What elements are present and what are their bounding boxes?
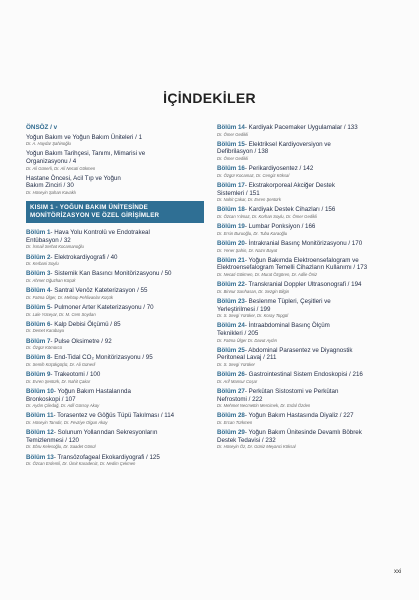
chapter-author: Dr. Ömer Gedikli: [217, 131, 249, 137]
chapter-author: Dr. Nahit Çakar, Dr. Evren Şentürk: [217, 197, 281, 203]
chapter-title-text: Entübasyon / 32: [26, 236, 71, 244]
chapter-title-text: - Yoğun Bakım Hastasında Diyaliz / 227: [244, 412, 354, 420]
chapter-title-text: - Elektrokardiyografi / 40: [50, 253, 118, 261]
chapter-author: Dr. Yener Şahin, Dr. Nazır Bayat: [217, 247, 278, 253]
chapter-number: Bölüm 4: [26, 287, 51, 295]
chapter-author: Dr. Hüseyin Şahan Kavaklı: [26, 189, 76, 195]
chapter-title-text: Yoğun Bakım Tarihçesi, Tanımı, Mimarisi ve: [26, 150, 146, 158]
chapter-title-text: - End-Tidal CO₂ Monitörizasyonu / 95: [50, 354, 153, 362]
chapter-title-text: - Yoğun Bakımda Elektroensefalogram ve: [244, 256, 359, 264]
chapter-number: Bölüm 26: [217, 371, 245, 379]
chapter-title-text: Yoğun Bakım ve Yoğun Bakım Üniteleri / 1: [26, 133, 143, 141]
toc-entry-title-line: [217, 437, 395, 445]
toc-entry[interactable]: [26, 454, 204, 467]
toc-entry-title-line: [26, 134, 204, 142]
chapter-number: Bölüm 24: [217, 322, 245, 330]
chapter-author: Dr. Fatma Ülger, Dr. Mehtap Pehlivanlar Küçük: [26, 294, 113, 300]
toc-entry-title-line: [217, 412, 395, 420]
toc-left-column: [26, 124, 204, 470]
toc-entry-title-line: [26, 175, 204, 183]
toc-entry[interactable]: [26, 304, 204, 317]
chapter-title-text: Nefrostomi / 222: [217, 395, 263, 403]
chapter-author: Dr. S. Sevgi Yürüker: [217, 361, 255, 367]
chapter-title-text: - Lumbar Ponksiyon / 166: [244, 223, 316, 231]
toc-entry-title-line: [217, 240, 395, 248]
toc-entry-title-line: [217, 182, 395, 190]
toc-entry[interactable]: [217, 347, 395, 367]
right-chapter-list: [217, 124, 395, 450]
chapter-author: Dr. Lale Yüceyar, Dr. M. Cem Soydan: [26, 311, 96, 317]
chapter-author: Dr. Kerbani Soylu: [26, 261, 59, 267]
chapter-number: Bölüm 9: [26, 371, 51, 379]
chapter-title-text: - Elektriksel Kardiyoversiyon ve: [244, 140, 331, 148]
page-number: xxi: [394, 569, 402, 575]
toc-entry-title-line: [26, 270, 204, 278]
toc-entry-title-line: [217, 148, 395, 156]
toc-entry[interactable]: [217, 240, 395, 253]
chapter-title-text: - Perikardiyosentez / 142: [244, 165, 314, 173]
chapter-number: Bölüm 5: [26, 303, 51, 311]
chapter-title-text: Hastane Öncesi, Acil Tıp ve Yoğun: [26, 174, 121, 182]
chapter-number: Bölüm 11: [26, 412, 54, 420]
chapter-title-text: Peritoneal Lavaj / 211: [217, 354, 277, 362]
toc-entry-title-line: [26, 396, 204, 404]
toc-entry-title-line: [26, 229, 204, 237]
chapter-author: Dr. Ahmet Oğuzhan Küçük: [26, 277, 76, 283]
chapter-author: Dr. Özgür Kocamaz, Dr. Cengiz Köksal: [217, 172, 290, 178]
chapter-title-text: - Beslenme Tüpleri, Çeşitleri ve: [244, 297, 331, 305]
toc-entry[interactable]: [26, 371, 204, 384]
toc-entry-title-line: [217, 429, 395, 437]
toc-entry[interactable]: [26, 254, 204, 267]
toc-entry[interactable]: [26, 338, 204, 351]
chapter-author: Dr. Ali Günerli, Dr. Ali Necati Gökmen: [26, 165, 96, 171]
toc-entry-title-line: [26, 182, 204, 190]
chapter-title-text: - Ekstrakorporeal Akciğer Destek: [244, 181, 335, 189]
toc-entry[interactable]: [217, 281, 395, 294]
toc-entry[interactable]: [26, 354, 204, 367]
toc-entry[interactable]: [217, 371, 395, 384]
preface-entries: [26, 134, 204, 196]
toc-entry[interactable]: [26, 229, 204, 249]
chapter-author: Dr. Aydın Çiledağ, Dr. Adil Gürsoy Akay: [26, 403, 100, 409]
chapter-number: Bölüm 2: [26, 253, 51, 261]
chapter-title-text: Destek Tedavisi / 232: [217, 436, 276, 444]
toc-entry-title-line: [217, 223, 395, 231]
toc-entry[interactable]: [217, 412, 395, 425]
chapter-number: Bölüm 13: [26, 453, 54, 461]
chapter-author: Dr. İsmail Serhat Kocamanoğlu: [26, 244, 84, 250]
chapter-number: Bölüm 22: [217, 281, 245, 289]
toc-entry-title-line: [26, 304, 204, 312]
chapter-title-text: Temizlenmesi / 120: [26, 436, 79, 444]
toc-entry[interactable]: [217, 429, 395, 449]
toc-entry[interactable]: [26, 134, 204, 147]
chapter-title-text: - Santral Venöz Kateterizasyon / 55: [50, 287, 148, 295]
chapter-number: Bölüm 1: [26, 229, 51, 237]
chapter-title-text: - Trakeotomi / 100: [50, 371, 101, 379]
chapter-author: Dr. Mehmet Necmettin Mercimek, Dr. Erdal Özden: [217, 403, 311, 409]
toc-entry-title-line: [217, 298, 395, 306]
chapter-title-text: - İntraabdominal Basınç Ölçüm: [244, 322, 330, 330]
chapter-title-text: Elektroensefalogram Temelli Cihazların Kullanımı / 173: [217, 264, 368, 272]
chapter-title-text: - Yoğun Bakım Hastalarında: [53, 387, 131, 395]
section-heading-line2: MONİTÖRİZASYON VE ÖZEL GİRİŞİMLER: [30, 212, 160, 220]
toc-entry-title-line: [217, 206, 395, 214]
chapter-author: Dr. S. Sevgi Yürüker, Dr. Koray Topgül: [217, 313, 289, 319]
chapter-number: Bölüm 23: [217, 297, 245, 305]
toc-entry-title-line: [217, 165, 395, 173]
toc-entry[interactable]: [26, 412, 204, 425]
toc-entry-title-line: [217, 190, 395, 198]
chapter-author: Dr. Hüseyin Öz, Dr. Güniz Meyanci Köksal: [217, 444, 296, 450]
onsoz-page: v: [53, 124, 58, 131]
toc-entry[interactable]: [26, 388, 204, 408]
toc-entry-title-line: [26, 158, 204, 166]
chapter-author: Dr. Evren Şentürk, Dr. Nahit Çakar: [26, 378, 91, 384]
section-heading-line1: KISIM 1 - YOĞUN BAKIM ÜNİTESİNDE: [30, 204, 149, 212]
section-heading: [26, 201, 204, 223]
toc-entry[interactable]: [217, 257, 395, 277]
chapter-number: Bölüm 7: [26, 337, 51, 345]
chapter-author: Dr. Arif Mansur Coşar: [217, 378, 258, 384]
onsoz-label: ÖNSÖZ: [26, 124, 49, 131]
toc-entry[interactable]: [217, 206, 395, 219]
chapter-number: Bölüm 19: [217, 223, 245, 231]
chapter-title-text: - Perkütan Sistostomi ve Perkütan: [244, 387, 339, 395]
toc-entry-title-line: [26, 354, 204, 362]
toc-entry[interactable]: [26, 321, 204, 334]
chapter-title-text: - Sistemik Kan Basıncı Monitörizasyonu / 50: [50, 270, 172, 278]
chapter-number: Bölüm 27: [217, 387, 245, 395]
chapter-title-text: - İntrakranial Basınç Monitörizasyonu / 170: [244, 239, 363, 247]
toc-entry-title-line: [26, 321, 204, 329]
toc-entry[interactable]: [217, 223, 395, 236]
chapter-title-text: - Gastrointestinal Sistem Endoskopisi / 216: [244, 371, 363, 379]
toc-entry-title-line: [26, 287, 204, 295]
toc-entry-title-line: [217, 354, 395, 362]
toc-entry[interactable]: [26, 270, 204, 283]
chapter-author: Dr. Özcan Erdemli, Dr. Ümit Karadeniz, Dr. Nedim Çekmen: [26, 461, 136, 467]
toc-entry-title-line: [217, 257, 395, 265]
toc-entry-title-line: [217, 396, 395, 404]
chapter-number: Bölüm 10: [26, 387, 54, 395]
chapter-title-text: - Kardiyak Pacemaker Uygulamalar / 133: [244, 124, 358, 131]
toc-entry-title-line: [217, 141, 395, 149]
toc-entry[interactable]: [26, 150, 204, 170]
toc-entry[interactable]: [217, 322, 395, 342]
onsoz-entry[interactable]: ÖNSÖZ / v: [26, 124, 58, 131]
toc-entry[interactable]: [217, 141, 395, 161]
chapter-author: Dr. Necati Gökmen, Dr. Murat Özgören, Dr. Adile Öniz: [217, 271, 318, 277]
chapter-title-text: - Kardiyak Destek Cihazları / 156: [244, 206, 336, 214]
chapter-number: Bölüm 29: [217, 429, 245, 437]
chapter-title-text: - Pulse Oksimetre / 92: [50, 337, 112, 345]
chapter-title-text: Teknikleri / 205: [217, 329, 259, 337]
chapter-author: Dr. Fatma Ülger Dr. Davut Aydın: [217, 337, 277, 343]
toc-entry-title-line: [26, 254, 204, 262]
chapter-number: Bölüm 28: [217, 412, 245, 420]
toc-entry-title-line: [217, 264, 395, 272]
toc-entry-title-line: [217, 306, 395, 314]
toc-entry[interactable]: [217, 182, 395, 202]
toc-entry-title-line: [26, 237, 204, 245]
chapter-number: Bölüm 17: [217, 181, 245, 189]
chapter-title-text: - Solunum Yollarından Sekresyonların: [53, 429, 158, 437]
chapter-author: Dr. Hüseyin Tanıdır, Dr. Fevziye Olgun Akay: [26, 419, 108, 425]
chapter-number: Bölüm 25: [217, 346, 245, 354]
chapter-title-text: Defibrilasyon / 138: [217, 148, 269, 156]
toc-entry-title-line: [26, 437, 204, 445]
chapter-number: Bölüm 8: [26, 354, 51, 362]
chapter-author: Dr. Özcan Yılmaz, Dr. Korhan Soylu, Dr. Ömer Gedikli: [217, 213, 317, 219]
chapter-author: Dr. Ercan Türkmen: [217, 419, 253, 425]
chapter-title-text: Yerleştirilmesi / 199: [217, 305, 271, 313]
chapter-title-text: Sistemleri / 151: [217, 189, 260, 197]
toc-entry[interactable]: [217, 388, 395, 408]
chapter-title-text: - Kalp Debisi Ölçümü / 85: [50, 320, 121, 328]
chapter-title-text: - Transkranial Doppler Ultrasonografi / 194: [244, 281, 362, 289]
chapter-author: Dr. Ebru Kelesoğlu, Dr. Saadet Gönül: [26, 444, 96, 450]
toc-entry-title-line: [217, 322, 395, 330]
toc-entry[interactable]: [26, 287, 204, 300]
toc-entry-title-line: [217, 124, 395, 132]
chapter-title-text: - Pulmoner Arter Kateterizasyonu / 70: [50, 303, 154, 311]
toc-entry-title-line: [217, 281, 395, 289]
chapter-number: Bölüm 21: [217, 256, 245, 264]
chapter-title-text: Bakım Zinciri / 30: [26, 182, 74, 190]
chapter-author: Dr. Ersin Buruoğlu, Dr. Tuba Karaoğlu: [217, 230, 288, 236]
toc-entry[interactable]: [26, 175, 204, 195]
left-chapter-list: [26, 229, 204, 466]
toc-entry[interactable]: [26, 429, 204, 449]
chapter-title-text: Bronkoskopi / 107: [26, 395, 76, 403]
toc-entry-title-line: [26, 371, 204, 379]
toc-entry-title-line: [26, 150, 204, 158]
chapter-title-text: - Yoğun Bakım Ünitesinde Devamlı Böbrek: [244, 429, 362, 437]
chapter-number: Bölüm 18: [217, 206, 245, 214]
chapter-title-text: - Hava Yolu Kontrolü ve Endotrakeal: [50, 229, 150, 237]
toc-entry[interactable]: [217, 298, 395, 318]
chapter-title-text: Organizasyonu / 4: [26, 157, 77, 165]
chapter-author: Dr. Semih Küçükgüçlü, Dr. Ali Günerli: [26, 361, 96, 367]
toc-entry-title-line: [217, 330, 395, 338]
chapter-author: Dr. Ömer Gedikli: [217, 155, 249, 161]
chapter-title-text: - Torasentez ve Göğüs Tüpü Takılması / 114: [53, 412, 175, 420]
toc-entry-title-line: [217, 388, 395, 396]
toc-entry-title-line: [217, 347, 395, 355]
toc-entry[interactable]: [217, 165, 395, 178]
chapter-number: Bölüm 3: [26, 270, 51, 278]
chapter-number: Bölüm 15: [217, 140, 245, 148]
toc-entry-title-line: [26, 429, 204, 437]
chapter-author: Dr. Demet Karabaya: [26, 328, 65, 334]
page-title: İÇİNDEKİLER: [163, 90, 256, 106]
chapter-number: Bölüm 12: [26, 429, 54, 437]
toc-entry-title-line: [26, 412, 204, 420]
chapter-title-text: - Abdominal Parasentez ve Diyagnostik: [244, 346, 353, 354]
chapter-number: Bölüm 6: [26, 320, 51, 328]
chapter-number: Bölüm 16: [217, 165, 245, 173]
chapter-author: Dr. Özgür Kömürcü: [26, 345, 62, 351]
chapter-author: Dr. Binnur Sarıhasan, Dr. Sezgin Bilgin: [217, 288, 290, 294]
toc-entry-title-line: [26, 454, 204, 462]
toc-entry-title-line: [217, 371, 395, 379]
toc-entry[interactable]: [217, 124, 395, 137]
chapter-number: Bölüm 14: [217, 124, 245, 131]
toc-entry-title-line: [26, 338, 204, 346]
toc-entry-title-line: [26, 388, 204, 396]
chapter-author: Dr. A. Haydar Şahinoğlu: [26, 141, 71, 147]
toc-right-column: [217, 124, 395, 454]
chapter-number: Bölüm 20: [217, 239, 245, 247]
chapter-title-text: - Transözofageal Ekokardiyografi / 125: [53, 453, 160, 461]
